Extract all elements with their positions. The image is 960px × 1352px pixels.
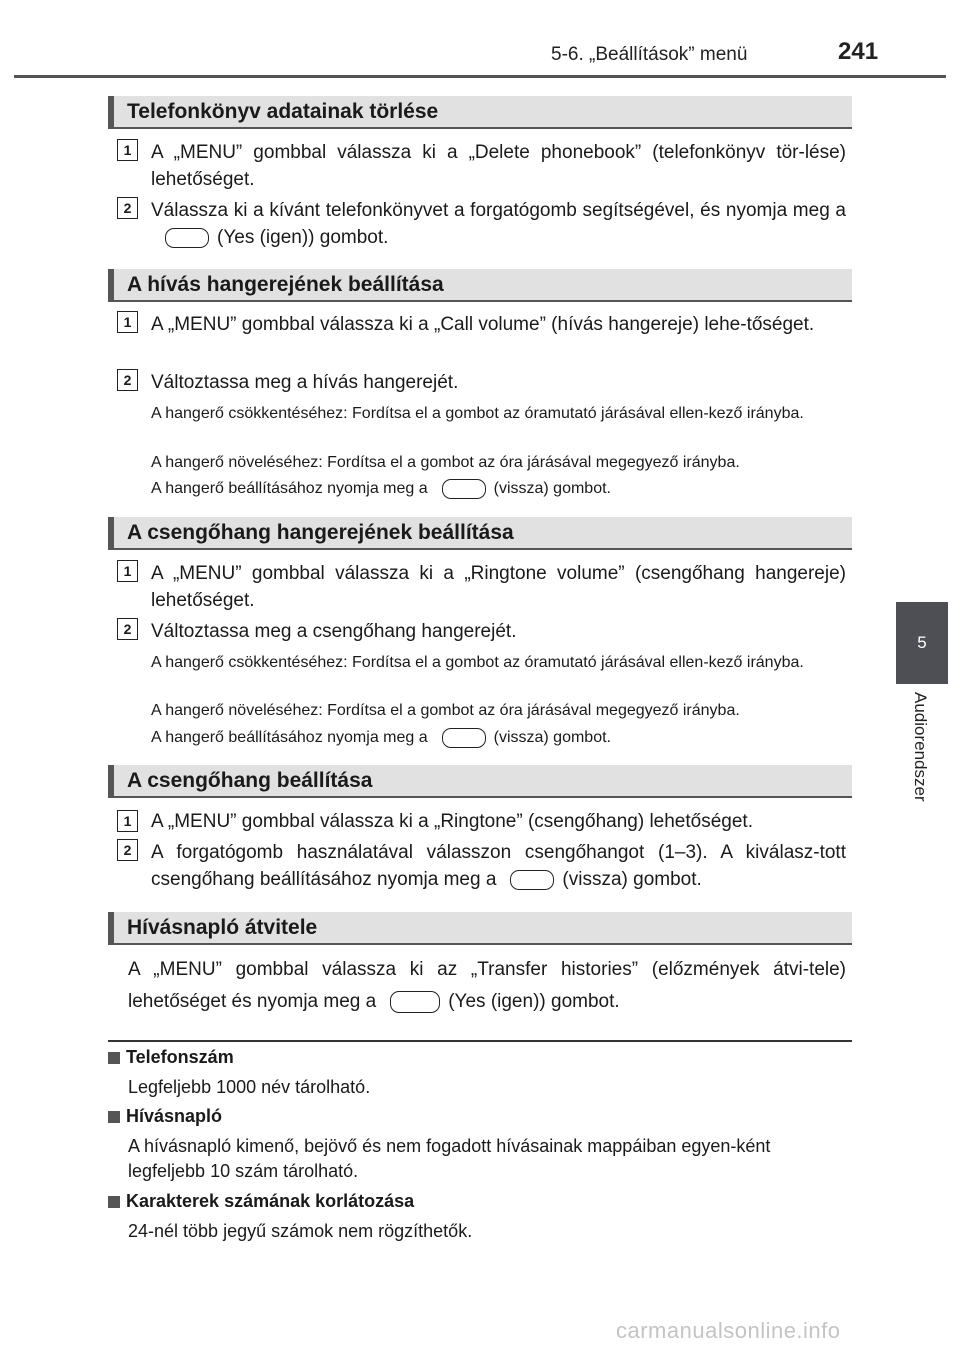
step-text-before: Válassza ki a kívánt telefonkönyvet a forgatógomb segítségével, és nyomja meg a	[151, 200, 846, 221]
chapter-tab	[896, 602, 948, 684]
volume-note: A hangerő csökkentéséhez: Fordítsa el a gombot az óramutató járásával ellen-kező irányba.	[151, 654, 804, 671]
section-heading-text: A hívás hangerejének beállítása	[127, 272, 444, 296]
step-text-after: (Yes (igen)) gombot.	[217, 227, 389, 248]
step-text: A „MENU” gombbal válassza ki a „Ringtone” (csengőhang) lehetőséget.	[151, 811, 753, 832]
note-title-text: Telefonszám	[126, 1047, 234, 1067]
step-text-before: A forgatógomb használatával válasszon csengőhangot (1–3). A kiválasz-tott csengőhang beállításához nyomja meg a	[151, 842, 846, 890]
step-number: 2	[117, 618, 138, 640]
volume-note: A hangerő növeléséhez: Fordítsa el a gombot az óra járásával megegyező irányba.	[151, 454, 740, 471]
chapter-title: 5-6. „Beállítások” menü	[551, 44, 748, 65]
note-title-text: Karakterek számának korlátozása	[126, 1191, 415, 1211]
note-title	[108, 1106, 222, 1127]
page-number: 241	[838, 38, 879, 65]
note-body: 24-nél több jegyű számok nem rögzíthetők.	[128, 1221, 473, 1241]
section-text-after: (Yes (igen)) gombot.	[448, 991, 620, 1012]
yes-button-icon	[165, 228, 209, 248]
chapter-tab-number: 5	[917, 633, 927, 652]
section-heading	[108, 912, 852, 945]
square-bullet-icon	[108, 1052, 120, 1064]
back-button-icon	[510, 870, 554, 890]
step-text: A „MENU” gombbal válassza ki a „Delete phonebook” (telefonkönyv tör-lése) lehetőséget.	[151, 142, 846, 190]
watermark: carmanualsonline.info	[616, 1318, 841, 1343]
section-heading	[108, 96, 852, 129]
section-text	[128, 954, 846, 1018]
step-number: 1	[117, 810, 138, 832]
header-divider	[14, 75, 946, 78]
step-text	[151, 839, 846, 893]
step-text	[151, 197, 846, 251]
step-text-after: (vissza) gombot.	[562, 869, 702, 890]
section-heading-text: Telefonkönyv adatainak törlése	[127, 99, 439, 123]
volume-set-after: (vissza) gombot.	[493, 480, 611, 497]
note-body: A hívásnapló kimenő, bejövő és nem fogadott hívásainak mappáiban egyen-ként legfeljebb 10 szám tárolható.	[128, 1136, 771, 1181]
note-title	[108, 1047, 234, 1068]
step-text: A „MENU” gombbal válassza ki a „Call volume” (hívás hangereje) lehe-tőséget.	[151, 314, 815, 335]
section-heading-text: A csengőhang hangerejének beállítása	[127, 520, 514, 544]
step-text: A „MENU” gombbal válassza ki a „Ringtone volume” (csengőhang hangereje) lehetőséget.	[151, 563, 846, 611]
step-number: 1	[117, 560, 138, 582]
step-number: 2	[117, 369, 138, 391]
section-heading	[108, 269, 852, 302]
section-heading-text: Hívásnapló átvitele	[127, 915, 318, 939]
volume-set-before: A hangerő beállításához nyomja meg a	[151, 480, 428, 497]
note-title-text: Hívásnapló	[126, 1106, 223, 1126]
volume-set-after: (vissza) gombot.	[493, 729, 611, 746]
step-number: 2	[117, 839, 138, 861]
step-text: Változtassa meg a hívás hangerejét.	[151, 372, 459, 393]
chapter-tab-label: Audiorendszer	[911, 692, 930, 802]
step-text: Változtassa meg a csengőhang hangerejét.	[151, 621, 517, 642]
volume-note: A hangerő növeléséhez: Fordítsa el a gombot az óra járásával megegyező irányba.	[151, 702, 740, 719]
square-bullet-icon	[108, 1111, 120, 1123]
section-heading-text: A csengőhang beállítása	[127, 768, 373, 792]
volume-note: A hangerő csökkentéséhez: Fordítsa el a gombot az óramutató járásával ellen-kező irányba.	[151, 405, 804, 422]
section-heading	[108, 765, 852, 798]
step-number: 1	[117, 311, 138, 333]
square-bullet-icon	[108, 1196, 120, 1208]
note-title	[108, 1191, 414, 1212]
volume-set-note	[151, 727, 846, 749]
volume-set-note	[151, 478, 846, 500]
volume-set-before: A hangerő beállításához nyomja meg a	[151, 729, 428, 746]
yes-button-icon	[390, 991, 440, 1013]
note-body: Legfeljebb 1000 név tárolható.	[128, 1077, 371, 1097]
step-number: 2	[117, 197, 138, 219]
step-number: 1	[117, 139, 138, 161]
back-button-icon	[442, 728, 486, 748]
notes-divider	[108, 1040, 852, 1042]
section-heading	[108, 517, 852, 550]
back-button-icon	[442, 479, 486, 499]
section-text-before: A „MENU” gombbal válassza ki az „Transfer histories” (előzmények átvi-tele) lehetőséget és nyomja meg a	[128, 959, 846, 1012]
